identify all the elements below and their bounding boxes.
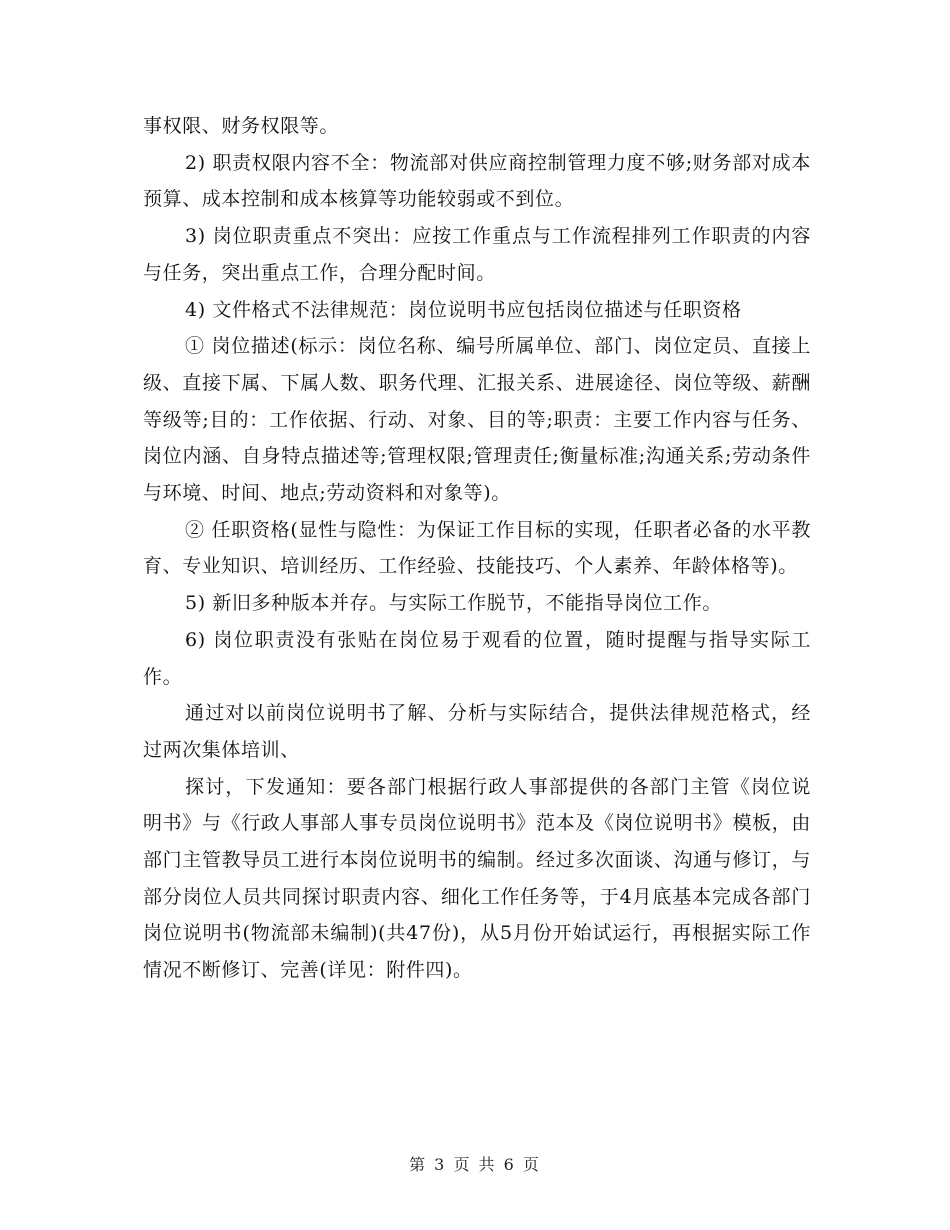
paragraph-9: 探讨，下发通知：要各部门根据行政人事部提供的各部门主管《岗位说明书》与《行政人事部人事专员岗位说明书》范本及《岗位说明书》模板，由部门主管教导员工进行本岗位说明书的编制。经过多次面谈、沟通与修订，与部分岗位人员共同探讨职责内容、细化工作任务等，于4月底基本完成各部门岗位说明书(物流部未编制)(共47份)，从5月份开始试运行，再根据实际工作情况不断修订、完善(详见：附件四)。	[143, 775, 811, 982]
paragraph-7: 6) 岗位职责没有张贴在岗位易于观看的位置，随时提醒与指导实际工作。	[143, 628, 811, 688]
paragraph-4: ① 岗位描述(标示：岗位名称、编号所属单位、部门、岗位定员、直接上级、直接下属、下属人数、职务代理、汇报关系、进展途径、岗位等级、薪酬等级等;目的：工作依据、行动、对象、目的等;职责：主要工作内容与任务、岗位内涵、自身特点描述等;管理权限;管理责任;衡量标准;沟通关系;劳动条件与环境、时间、地点;劳动资料和对象等)。	[143, 335, 811, 505]
document-body	[143, 108, 811, 989]
paragraph-0: 事权限、财务权限等。	[143, 115, 340, 137]
paragraph-8: 通过对以前岗位说明书了解、分析与实际结合，提供法律规范格式，经过两次集体培训、	[143, 702, 811, 761]
page-number-footer: 第 3 页 共 6 页	[409, 1155, 541, 1174]
paragraph-1: 2) 职责权限内容不全：物流部对供应商控制管理力度不够;财务部对成本预算、成本控制和成本核算等功能较弱或不到位。	[143, 151, 811, 211]
paragraph-5: ② 任职资格(显性与隐性：为保证工作目标的实现，任职者必备的水平教育、专业知识、培训经历、工作经验、技能技巧、个人素养、年龄体格等)。	[143, 518, 811, 578]
paragraph-3: 4) 文件格式不法律规范：岗位说明书应包括岗位描述与任职资格	[185, 298, 742, 321]
paragraph-2: 3) 岗位职责重点不突出：应按工作重点与工作流程排列工作职责的内容与任务，突出重点工作，合理分配时间。	[143, 225, 811, 284]
paragraph-6: 5) 新旧多种版本并存。与实际工作脱节，不能指导岗位工作。	[185, 592, 722, 615]
